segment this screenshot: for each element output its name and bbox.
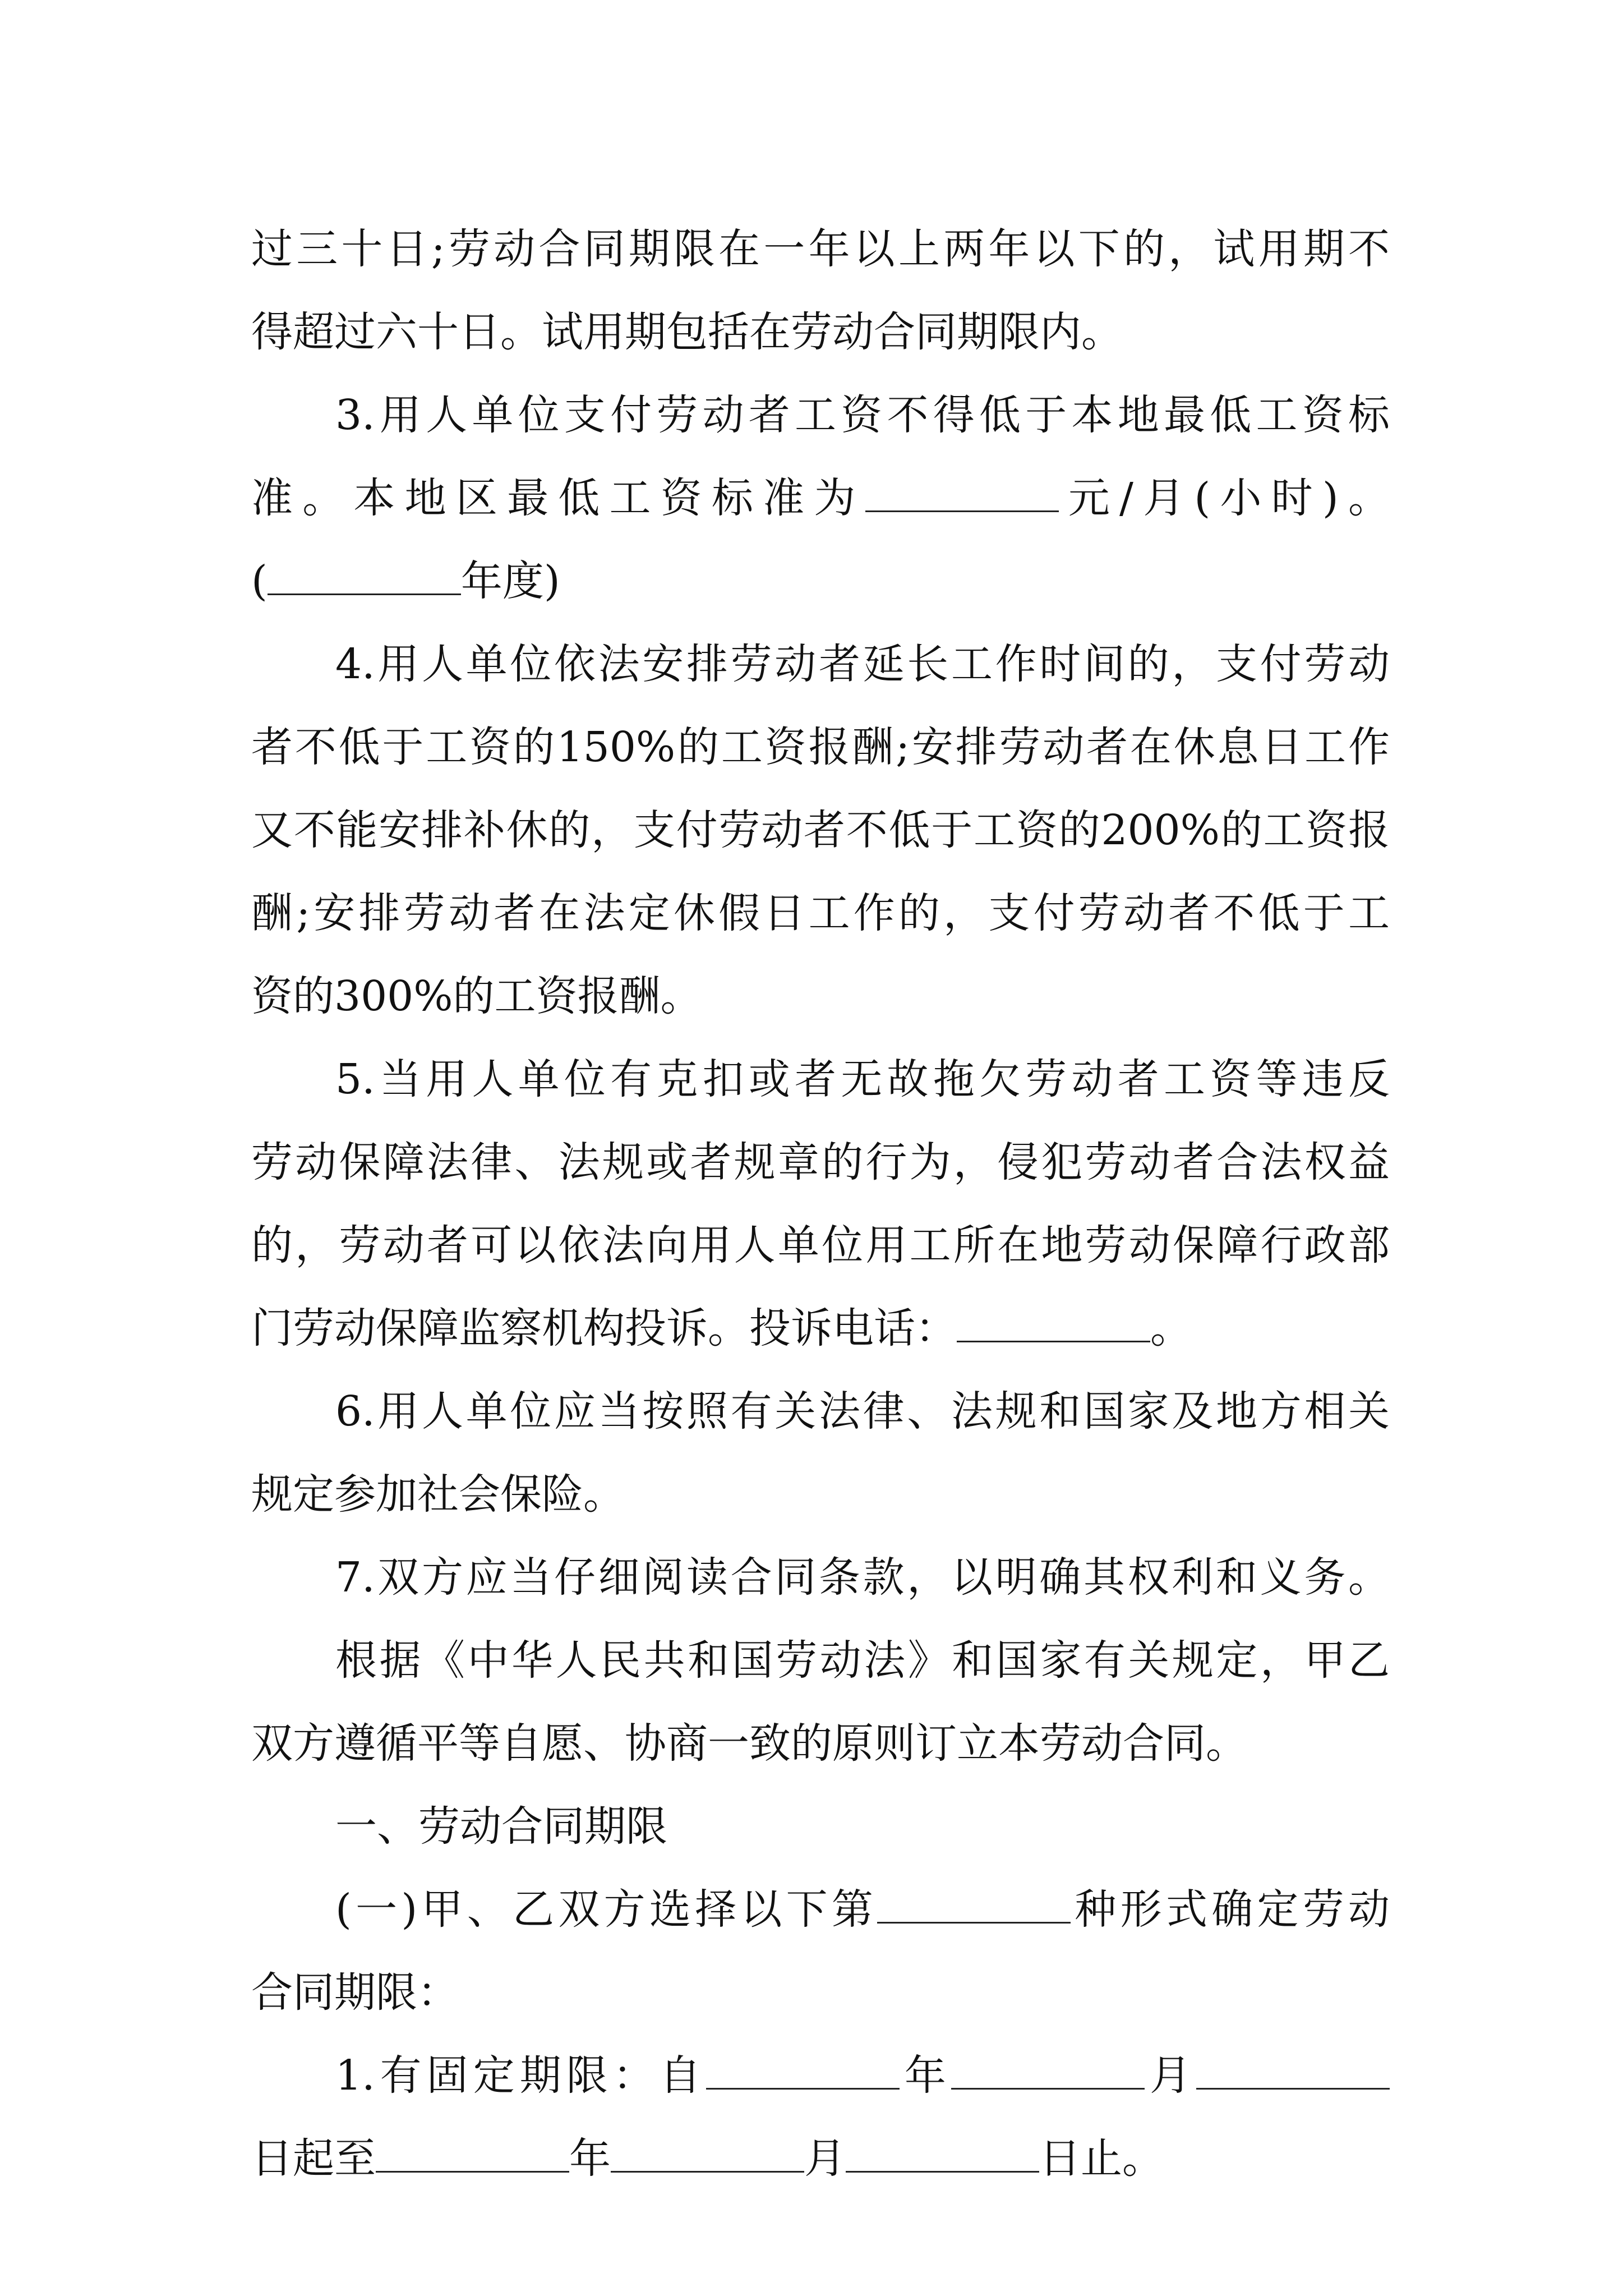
document-line: 7.双方应当仔细阅读合同条款，以明确其权利和义务。 — [335, 1553, 1390, 1602]
line-segment: 1.有固定期限：自 — [335, 2051, 706, 2100]
fill-in-blank[interactable] — [706, 2054, 900, 2090]
line-segment: (一)甲、乙双方选择以下第 — [335, 1885, 878, 1934]
line-segment: ( — [251, 557, 268, 605]
line-segment: 元/月(小时)。 — [1058, 474, 1390, 522]
document-line — [251, 1287, 1390, 1370]
document-line: 者不低于工资的150%的工资报酬;安排劳动者在休息日工作 — [251, 723, 1390, 771]
document-line: 酬;安排劳动者在法定休假日工作的，支付劳动者不低于工 — [251, 889, 1390, 937]
document-line: 根据《中华人民共和国劳动法》和国家有关规定，甲乙 — [335, 1636, 1390, 1685]
fill-in-blank[interactable] — [877, 1888, 1071, 1924]
document-line: 得超过六十日。试用期包括在劳动合同期限内。 — [251, 308, 1123, 356]
line-segment: 年 — [899, 2051, 951, 2100]
fill-in-blank[interactable] — [865, 477, 1059, 512]
line-segment: 门劳动保障监察机构投诉。投诉电话： — [251, 1304, 957, 1352]
document-line: 4.用人单位依法安排劳动者延长工作时间的，支付劳动 — [335, 640, 1390, 688]
line-segment: 准。本地区最低工资标准为 — [251, 474, 865, 522]
fill-in-blank[interactable] — [957, 1307, 1150, 1342]
document-line — [251, 540, 1390, 623]
line-segment: 日止。 — [1039, 2134, 1164, 2183]
document-line: 3.用人单位支付劳动者工资不得低于本地最低工资标 — [335, 391, 1390, 439]
document-line: 的，劳动者可以依法向用人单位用工所在地劳动保障行政部 — [251, 1221, 1390, 1269]
document-line: 5.当用人单位有克扣或者无故拖欠劳动者工资等违反 — [335, 1055, 1390, 1103]
document-line: 一、劳动合同期限 — [335, 1802, 667, 1851]
document-line — [251, 2117, 1390, 2200]
line-segment: 月 — [1144, 2051, 1197, 2100]
document-line: 双方遵循平等自愿、协商一致的原则订立本劳动合同。 — [251, 1719, 1247, 1768]
document-line — [251, 2034, 1390, 2117]
line-segment: 日起至 — [251, 2134, 376, 2183]
document-line: 6.用人单位应当按照有关法律、法规和国家及地方相关 — [335, 1387, 1390, 1435]
document-line: 合同期限： — [251, 1968, 459, 2017]
document-line — [251, 457, 1390, 540]
line-segment: 年 — [569, 2134, 611, 2183]
document-page — [251, 208, 1390, 2200]
line-segment: 年度) — [460, 557, 560, 605]
fill-in-blank[interactable] — [376, 2137, 569, 2173]
fill-in-blank[interactable] — [951, 2054, 1145, 2090]
document-line — [251, 1868, 1390, 1951]
document-line: 过三十日;劳动合同期限在一年以上两年以下的，试用期不 — [251, 225, 1390, 273]
document-line: 又不能安排补休的，支付劳动者不低于工资的200%的工资报 — [251, 806, 1390, 854]
line-segment: 。 — [1150, 1304, 1192, 1352]
document-line: 规定参加社会保险。 — [251, 1470, 625, 1519]
line-segment: 月 — [804, 2134, 846, 2183]
fill-in-blank[interactable] — [611, 2137, 804, 2173]
fill-in-blank[interactable] — [268, 560, 461, 595]
fill-in-blank[interactable] — [846, 2137, 1039, 2173]
line-segment: 种形式确定劳动 — [1071, 1885, 1390, 1934]
fill-in-blank[interactable] — [1196, 2054, 1390, 2090]
document-line: 资的300%的工资报酬。 — [251, 972, 702, 1020]
document-line: 劳动保障法律、法规或者规章的行为，侵犯劳动者合法权益 — [251, 1138, 1390, 1186]
